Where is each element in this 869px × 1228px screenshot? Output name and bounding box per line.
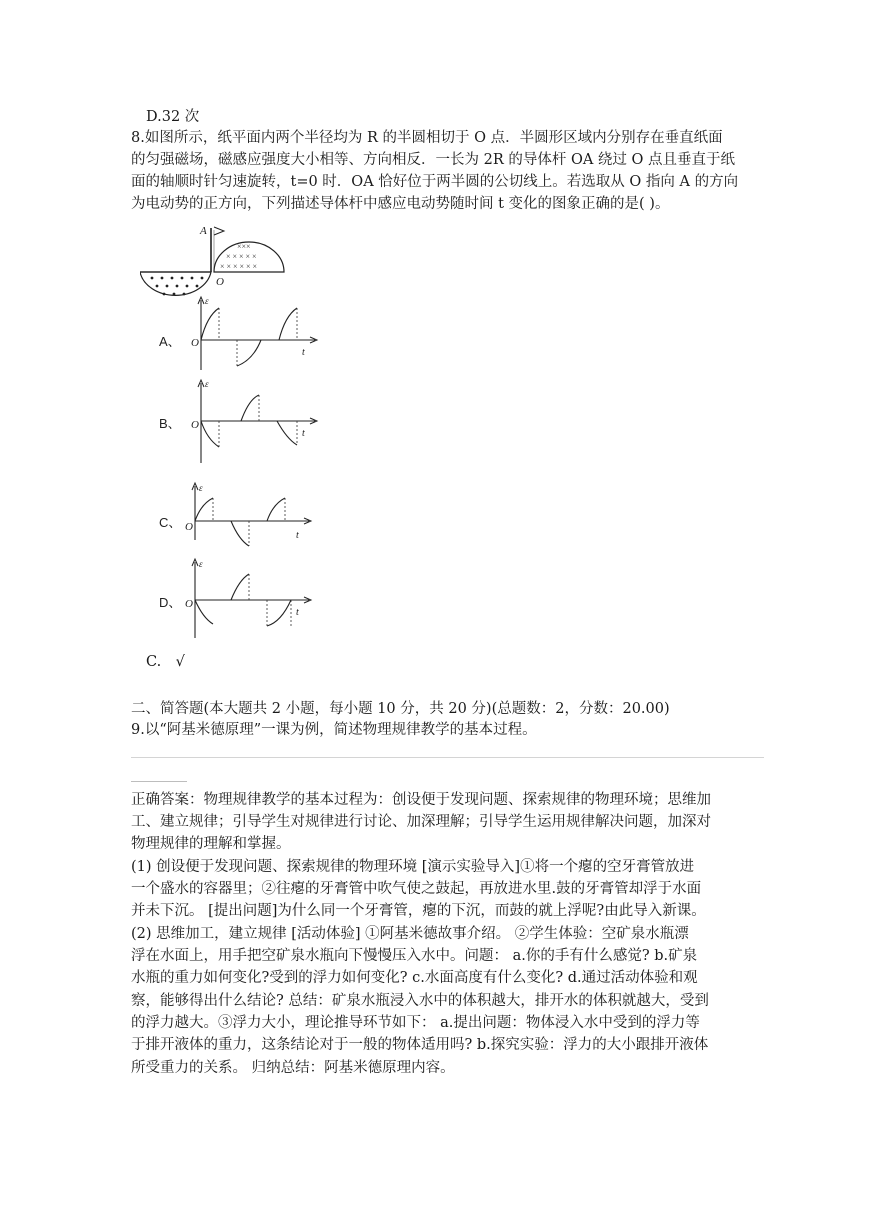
answer-line-5: 一个盛水的容器里；②往瘪的牙膏管中吹气使之鼓起，再放进水里.鼓的牙膏管却浮于水面 (131, 881, 702, 897)
q8-stem-line-3: 面的轴顺时针匀速旋转，t=0 时．OA 恰好位于两半圆的公切线上。若选取从 O 指向 A 的方向 (131, 174, 739, 190)
graph-b (155, 377, 320, 469)
answer-line-3: 物理规律的理解和掌握。 (131, 836, 291, 852)
graph-d-curve-1 (195, 600, 213, 624)
graph-a (155, 290, 320, 376)
q9-prompt: 9.以“阿基米德原理”一课为例，简述物理规律教学的基本过程。 (131, 722, 537, 738)
graph-a-curve-1 (201, 308, 219, 340)
graph-c-origin: O (185, 521, 193, 533)
graph-d-option: D、 (159, 595, 182, 610)
graph-c-epsilon: ε (199, 483, 203, 493)
section2-heading: 二、简答题(本大题共 2 小题，每小题 10 分，共 20 分)(总题数：2，分数：20.00) (131, 701, 670, 717)
graph-b-origin: O (191, 419, 199, 431)
label-o: O (216, 276, 224, 288)
graph-b-curve-3 (277, 421, 297, 445)
cross-row-3: × × × × × × (220, 262, 258, 271)
cross-row-2: × × × × × (226, 252, 257, 261)
graph-c (155, 480, 320, 558)
graph-b-curve-2 (241, 395, 259, 421)
graph-a-curve-2 (237, 340, 261, 366)
answer-line-10: 察，能够得出什么结论? 总结：矿泉水瓶浸入水中的体积越大，排开水的体积就越大，受到 (131, 993, 709, 1009)
answer-line-11: 的浮力越大。③浮力大小，理论推导环节如下： a.提出问题：物体浸入水中受到的浮力等 (131, 1015, 700, 1031)
graph-d-t: t (296, 607, 299, 618)
answer-line-9: 水瓶的重力如何变化?受到的浮力如何变化? c.水面高度有什么变化? d.通过活动体验和观 (131, 970, 698, 986)
answer-line-1: 正确答案：物理规律教学的基本过程为：创设便于发现问题、探索规律的物理环境；思维加 (131, 792, 711, 808)
graph-c-t: t (296, 530, 299, 541)
graph-d-origin: O (185, 598, 193, 610)
graph-b-t: t (302, 428, 305, 439)
cross-row-1: ××× (237, 242, 251, 251)
answer-line-2: 工、建立规律；引导学生对规律进行讨论、加深理解；引导学生运用规律解决问题，加深对 (131, 814, 711, 830)
graph-b-option: B、 (159, 416, 181, 431)
graph-d-curve-2 (231, 574, 249, 600)
q8-stem-line-2: 的匀强磁场，磁感应强度大小相等、方向相反．一长为 2R 的导体杆 OA 绕过 O 点且垂直于纸 (131, 152, 736, 168)
divider-short (131, 781, 187, 782)
graph-b-curve-1 (201, 421, 219, 447)
graph-a-epsilon: ε (205, 296, 209, 306)
graph-c-curve-2 (231, 521, 249, 546)
graph-d-curve-3 (267, 600, 291, 626)
divider (131, 757, 764, 758)
q8-stem-line-4: 为电动势的正方向，下列描述导体杆中感应电动势随时间 t 变化的图象正确的是( )。 (131, 196, 670, 212)
graph-d-epsilon: ε (199, 559, 203, 569)
graph-a-t: t (302, 347, 305, 358)
answer-line-4: (1) 创设便于发现问题、探索规律的物理环境 [演示实验导入]①将一个瘪的空牙膏管放进 (131, 859, 695, 875)
q7-option-d: D.32 次 (146, 109, 200, 125)
graph-d (155, 556, 320, 644)
q8-stem-line-1: 8.如图所示，纸平面内两个半径均为 R 的半圆相切于 O 点．半圆形区域内分别存在垂直纸面 (131, 130, 723, 146)
graph-c-curve-3 (267, 498, 285, 521)
flag-mark (214, 227, 224, 235)
graph-c-curve-1 (195, 498, 213, 521)
graph-b-epsilon: ε (205, 379, 209, 389)
graph-c-option: C、 (159, 515, 182, 530)
answer-line-8: 浮在水面上，用手把空矿泉水瓶向下慢慢压入水中。问题： a.你的手有什么感觉? b.矿泉 (131, 948, 698, 964)
q8-answer: C. √ (146, 654, 185, 670)
graph-a-curve-3 (279, 308, 297, 340)
graph-a-option: A、 (159, 334, 181, 349)
answer-line-6: 并未下沉。 [提出问题]为什么同一个牙膏管，瘪的下沉，而鼓的就上浮呢?由此导入新课。 (131, 903, 706, 919)
label-a: A (200, 225, 207, 237)
graph-a-origin: O (191, 337, 199, 349)
answer-line-12: 于排开液体的重力，这条结论对于一般的物体适用吗? b.探究实验：浮力的大小跟排开液体 (131, 1037, 709, 1053)
answer-line-13: 所受重力的关系。 归纳总结：阿基米德原理内容。 (131, 1060, 455, 1076)
answer-line-7: (2) 思维加工，建立规律 [活动体验] ①阿基米德故事介绍。 ②学生体验：空矿泉水瓶漂 (131, 926, 689, 942)
